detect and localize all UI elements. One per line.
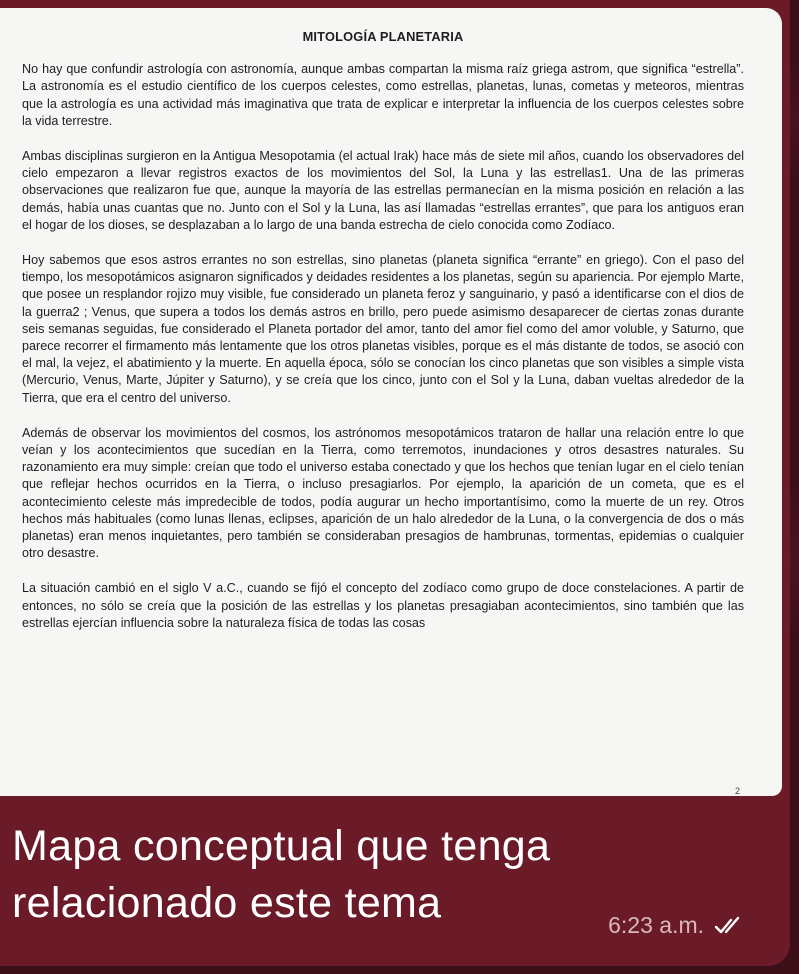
paragraph-2: Ambas disciplinas surgieron en la Antigua Mesopotamia (el actual Irak) hace más de siete mil años, cuando los observadores del cielo empezaron a llevar registros exactos de los movimientos del Sol, la Luna y las estrellas1. Una de las primeras observaciones que realizaron fue que, aunque la mayoría de las estrellas permanecían en la misma posición en relación a las demás, había unas cuantas que no. Junto con el Sol y la Luna, las así llamadas “estrellas errantes”, que para los antiguos eran el hogar de los dioses, se desplazaban a lo largo de una banda estrecha de cielo conocida como Zodíaco. [22,149,744,232]
page-number: 2 [734,786,740,796]
paragraph-5: La situación cambió en el siglo V a.C., cuando se fijó el concepto del zodíaco como grupo de doce constelaciones. A partir de entonces, no sólo se creía que la posición de las estrellas y los planetas presagiaban acontecimientos, sino también que las estrellas ejercían influencia sobre la naturaleza física de todas las cosas [22,581,744,630]
message-caption: Mapa conceptual que tenga relacionado este tema [12,822,551,927]
paragraph-3: Hoy sabemos que esos astros errantes no son estrellas, sino planetas (planeta significa “errante” en griego). Con el paso del tiempo, los mesopotámicos asignaron significados y deidades residentes a los planetas, según su apariencia. Por ejemplo Marte, que posee un resplandor rojizo muy visible, fue considerado un planeta feroz y sanguinario, y pasó a identificarse con el dios de la guerra2 ; Venus, que supera a todos los demás astros en brillo, pero puede asimismo desaparecer de ciertas zonas durante seis semanas seguidas, fue considerado el Planeta portador del amor, tanto del amor fiel como del amor voluble, y Saturno, que parece recorrer el firmamento más lentamente que los otros planetas visibles, porque es el más distante de todos, se asoció con el mal, la vejez, el abatimiento y la muerte. En aquella época, sólo se conocían los cinco planetas que son visibles a simple vista (Mercurio, Venus, Marte, Júpiter y Saturno), y se creía que los cinco, junto con el Sol y la Luna, daban vueltas alrededor de la Tierra, que era el centro del universo. [22,253,744,405]
double-check-icon [714,916,744,936]
document-page [22,28,744,650]
paragraph-4: Además de observar los movimientos del cosmos, los astrónomos mesopotámicos trataron de hallar una relación entre lo que veían y los acontecimientos que sucedían en la Tierra, como terremotos, inundaciones y otros desastres naturales. Su razonamiento era muy simple: creían que todo el universo estaba conectado y que los hechos que tenían lugar en el cielo tenían que reflejar hechos ocurridos en la Tierra, o incluso presagiarlos. Por ejemplo, la aparición de un cometa, que es el acontecimiento celeste más impredecible de todos, podía augurar un hecho importantísimo, como la muerte de un rey. Otros hechos más habituales (como lunas llenas, eclipses, aparición de un halo alrededor de la Luna, o la convergencia de dos o más planetas) eran menos inquietantes, pero también se consideraban presagios de hambrunas, tormentas, epidemias o cualquier otro desastre. [22,425,744,561]
attached-photo[interactable] [0,8,782,796]
message-time: 6:23 a.m. [608,912,704,938]
document-title: MITOLOGÍA PLANETARIA [302,29,464,44]
message-meta [608,912,744,939]
paragraph-1: No hay que confundir astrología con astronomía, aunque ambas compartan la misma raíz griega astrom, que significa “estrella”. La astronomía es el estudio científico de los cuerpos celestes, como estrellas, planetas, lunas, cometas y meteoros, mientras que la astrología es una actividad más imaginativa que trata de explicar e interpretar la influencia de los cuerpos celestes sobre la vida terrestre. [22,62,744,128]
